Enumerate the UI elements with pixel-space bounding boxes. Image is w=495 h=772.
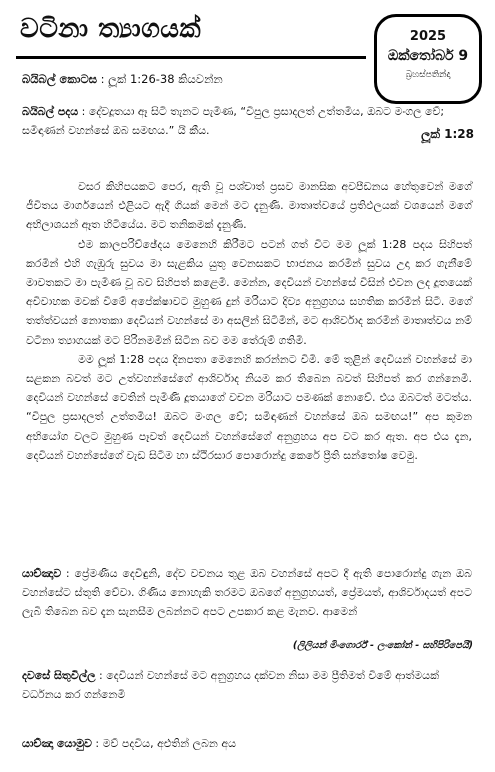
thought-section: දවසේ සිතුවිල්ල : දෙවියන් වහන්සේ මට අනුග්‍රහය දක්වන නිසා මම ප්‍රීතිමත් වීමේ ආත්මයක් වර්ධනය කර ගන්නෙමි (22, 669, 440, 702)
date-weekday: බ්‍රහස්පතින්දා (405, 70, 451, 80)
intention-text: මව් පදවිය, අළුතින් ලබන අය (102, 737, 237, 750)
date-year: 2025 (409, 29, 447, 44)
key-verse: බයිබල් පදය : දේවදූතයා ඈ සිටි තැනට පැමිණ, “විපුල ප්‍රසාදලත් උත්තමිය, ඔබට මංගල වේ; සමිඳාණන් වහන්සේ ඔබ සමඟය.” යි කීය. ලූක් 1:28 (22, 102, 474, 140)
verse-reference: ලූක් 1:28 (421, 127, 474, 141)
prayer-section: යාච්ඤාව : ප්‍රේමණීය දෙවිඳුනි, දේව වචනය තුළ ඔබ වහන්සේ අපට දී ඇති පොරොන්දු ගැන ඔබ වහන්සේට ස්තූති වේවා. ගිණිය නොහැකි තරමට ඔබගේ අනුග්‍රහයත්, ප්‍රේමයත්, ආශිර්වාදයත් අපට ලැබී තිබෙන බව දැන සැනසීම ලබන්නට අපට උපකාර කළ මැනව. ආමෙන් (22, 567, 473, 619)
title-underline (16, 56, 366, 59)
devotional-body (26, 177, 472, 465)
page-title: වටිනා ත්‍යාගයක් (20, 14, 202, 44)
reading-text: ලූක් 1:26-38 කියවන්න (108, 72, 223, 86)
thought-label: දවසේ සිතුවිල්ල (22, 669, 96, 682)
date-day: ඔක්තෝබර් 9 (387, 48, 469, 64)
verse-label: බයිබල් පදය (22, 105, 79, 118)
body-paragraph: එම කාලපරිච්ඡේදය මෙනෙහි කිරීමට පටන් ගත් විට මම ලූක් 1:28 පදය සිහිපත් කරමින් එහි ගැඹුරු සුවය මා සැළකිය යුතු වෙනසකට භාජනය කරමින් සුවය උදා කර ගැනීමේ මාවතකට මා පැමිණ වූ බව සිහිපත් කළෙමි. මෙන්න, දෙවියන් වහන්සේ විසින් එවන ලද දූතයෙක් අවිවාහක මවක් වීමේ අපේක්ෂාවට මුහුණ දුන් මරියාට දිව්‍ය අනුග්‍රහය සහතික කරමින් සිටී. මගේ තත්ත්වයන් නොතකා දෙවියන් වහන්සේ මා අසලින් සිටිමින්, මට ආශිර්වාද කරමින් මාතෘත්වය නම් වටිනා ත්‍යාගයක් මට පිරිනමමින් සිටින බව මම තේරුම් ගතිමි. (26, 237, 472, 347)
date-badge (374, 14, 482, 104)
reading-line: බයිබල් කොටස : ලූක් 1:26-38 කියවන්න (22, 72, 223, 86)
body-paragraph: වසර කිහිපයකට පෙර, ඇති වූ පශ්චාත් ප්‍රසව මානසික අවපීඩනය හේතුවෙන් මගේ ජීවිතය මාර්ගයෙන් එළියට ඇදී ගියක් මෙන් මට දැනුණි. මාතෘත්වයේ ප්‍රතිඵලයක් වශයෙන් මගේ අභිලාශයන් ඈත හිටියේය. මට තනිකමක් දැනුණි. (26, 180, 472, 232)
prayer-label: යාච්ඤාව (22, 567, 62, 580)
intention-label: යාච්ඤා යොමුව (22, 737, 92, 750)
prayer-text: ප්‍රේමණීය දෙවිඳුනි, දේව වචනය තුළ ඔබ වහන්සේ අපට දී ඇති පොරොන්දු ගැන ඔබ වහන්සේට ස්තූති වේවා. ගිණිය නොහැකි තරමට ඔබගේ අනුග්‍රහයත්, ප්‍රේමයත්, ආශිර්වාදයත් අපට ලැබී තිබෙන බව දැන සැනසීම ලබන්නට අපට උපකාර කළ මැනව. ආමෙන් (22, 567, 473, 619)
verse-text: දේවදූතයා ඈ සිටි තැනට පැමිණ, “විපුල ප්‍රසාදලත් උත්තමිය, ඔබට මංගල වේ; සමිඳාණන් වහන්සේ ඔබ සමඟය.” යි කීය. (22, 105, 445, 137)
author-credit: (ලිලියන් මිංගොර්ර් - ලංකෝන් - සහිපිරිපෙයී) (292, 640, 473, 651)
thought-text: දෙවියන් වහන්සේ මට අනුග්‍රහය දක්වන නිසා මම ප්‍රීතිමත් වීමේ ආත්මයක් වර්ධනය කර ගන්නෙමි (22, 669, 440, 702)
prayer-intention: යාච්ඤා යොමුව : මව් පදවිය, අළුතින් ලබන අය (22, 737, 237, 750)
body-paragraph: මම ලූක් 1:28 පදය දිනපතා මෙනෙහි කරන්නට විමි. මේ තුළින් දෙවියන් වහන්සේ මා සළකන බවත් මට උත්වහන්සේගේ ආශිර්වාද නියම කර තිබෙන බවත් සිහිපත් කර ගන්නෙමි. දෙවියන් වහන්සේ වෙතින් පැමිණි දූතයාගේ වචන මරියාට පමණක් නොවේ. එය ඔබටත් මටත්ය. “විපුල ප්‍රසාදලත් උත්තමිය! ඔබට මංගල වේ; සමිඳාණන් වහන්සේ ඔබ සමඟය!” අප කුමන අභියෝග වලට මුහුණ පෑවත් දෙවියන් වහන්සේගේ අනුග්‍රහය අප වට කර ඇත. අප එය දැන, දෙවියන් වහන්සේගේ වැඩ සිටීම හා ස්ථිරසාර පොරොන්දු කෙරේ ප්‍රීති සන්තෝෂ වෙමු. (26, 352, 472, 462)
reading-label: බයිබල් කොටස (22, 72, 97, 86)
